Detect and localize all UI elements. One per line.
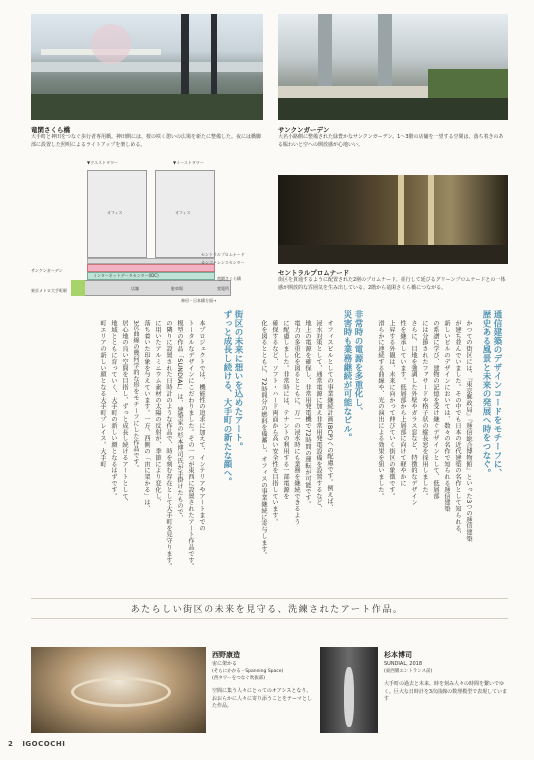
art-band-divider-bottom <box>31 618 508 619</box>
article-col-16: 化を図るとともに、72時間分の燃料を備蓄し、オフィスの事業継続に寄与します。 <box>260 320 267 559</box>
west-artwork-title: 宙に架かる <box>212 661 238 667</box>
art-band-divider-top <box>31 598 508 599</box>
article-col-15: 確保するなど、ソフト・ハード両面から高い安全性を目指しています。 <box>271 320 278 525</box>
office-label-west: オフィス <box>107 210 123 215</box>
magazine-brand: IGOCOCHI <box>22 740 66 748</box>
west-artist: 西野康造 <box>212 651 240 659</box>
east-artwork-location: (東西側エントランス前) <box>384 669 433 674</box>
sunken-garden-caption: 大名小路側に整備された緑豊かなサンクンガーデン。1〜3階の店舗を一望する空間は、落ち着きのある賑わいと空への開放感が心地いい。 <box>278 134 504 148</box>
east-artist: 杉本博司 <box>384 651 412 659</box>
east-artwork-caption: 大手町の過去と未来、時を刻み人々の時間を繋いでゆく。巨大な日時計を3次曲線の数理模型で表現しています <box>384 681 508 702</box>
sakura-bridge-photo <box>31 14 263 120</box>
west-artwork-photo <box>31 647 206 733</box>
art-band-title: あたらしい街区の未来を見守る、洗練されたアート作品。 <box>130 605 404 615</box>
metro-label: 東京メトロ大手町駅 <box>31 288 67 293</box>
sunken-garden-photo <box>278 14 508 120</box>
article-col-10: オフィスビルとしての事業継続計画(BCP)への配慮です。例えば、 <box>326 320 333 511</box>
article-heading-5: 街区の未来に想いを込めたアート。 <box>233 310 243 451</box>
west-artwork-caption: 空間に集う人々にとってのオアシスとなり、おおらかに人々に寄り添うことをテーマとした作品。 <box>212 688 313 709</box>
article-heading-4: 災害時も業務継続が可能なビル。 <box>342 310 352 442</box>
parking-label: 駐車場 <box>171 286 183 291</box>
west-tower-label: ▼ウエストタワー <box>87 160 119 165</box>
office-label-east: オフィス <box>175 210 191 215</box>
article-col-3: 新しいビルのデザインにおいては、数々の名作で知られる逓信建築 <box>443 320 450 512</box>
building-section-diagram <box>31 160 263 305</box>
page-number: 2 <box>8 740 14 748</box>
article-col-18: トータルなデザインにこだわりました。その一つが東西に設置されたアート作品です。 <box>187 320 194 570</box>
promenade-floor <box>87 264 215 272</box>
article-col-20: の隣りに設置された日時計のような作品で、時を刻む存在として大手町を見守ります。 <box>165 320 172 570</box>
article-col-11: 浸水対策として、通常電源に加え非常用発電設備を設置するなど、 <box>315 320 322 512</box>
article-heading-2: 歴史ある風景と未来の発展へ時をつなぐ。 <box>481 310 491 478</box>
article-col-24: 居心地の良い空間を目指し、ずっと成長し続けるアートとして、 <box>121 320 128 506</box>
article-col-23: 3次曲線の幾何学的な形をモチーフにした作品です。 <box>132 320 139 472</box>
bridge-label: 竜閑さくら橋 <box>217 276 241 281</box>
article-col-7: 性を継承しています。低層部から上層部に向けて軽やかに <box>399 320 406 487</box>
west-artwork-location: (西タワーをつなぐ吹抜部) <box>212 676 266 681</box>
shops-label: 店舗 <box>131 286 139 291</box>
article-col-1: かつての街区には、『東京郵政局』『逓信総合博物館』といった3つの逓信建築 <box>465 320 472 542</box>
article-col-2: が建ち並んでいました。その中でも日本の近代建築の名作として知られる、 <box>454 320 461 538</box>
article-col-22: 落ち着いた印象を与えています。一方、西側の「宙に架かる」は、 <box>143 320 150 512</box>
sunken-label: サンクンガーデン <box>31 268 63 273</box>
promenade-title: セントラルプロムナード <box>278 269 350 277</box>
article-col-21: に用いたアルミニウム素材の太陽の反射が、季節により変化し、 <box>154 320 161 506</box>
article-col-8: 上昇する外観は、未来に向かって伸びていく街区の象徴です。 <box>388 320 395 500</box>
article-col-5: には分節されたファサードや格子状の縦長窓を採用しました。 <box>421 320 428 500</box>
article-heading-1: 通信建築のデザインコードをモチーフに、 <box>492 310 502 478</box>
article-heading-6: ずっと成長し続ける、大手町の新たな顔へ。 <box>222 310 232 486</box>
article-col-9: 滑らかに連続する曲線や、光の演出による効果を狙いました。 <box>377 320 384 500</box>
underground-block <box>71 280 231 296</box>
kanda-direction-label: 神田・日本橋方面→ <box>181 298 217 303</box>
article-col-19: 模型の作品「SUNDIAL」は、建築家の杉本博司氏が手掛けたもので、 <box>176 320 183 522</box>
conference-label: カンファレンスセンター <box>201 260 245 265</box>
east-artwork-title: SUNDIAL, 2018 <box>384 661 423 667</box>
article-col-6: さらに、目地を強調した外壁やガラス窓など、特徴的なデザイン <box>410 320 417 506</box>
substation-label: 変電所 <box>217 286 229 291</box>
article-col-25: 地域とともに育っていく、大手町の新しい顔となるはずです。 <box>110 320 117 500</box>
central-promenade-label: セントラルプロムナード <box>201 252 245 257</box>
article-col-4: の系譜に学び、建物の記憶を受け継ぐデザインとして、低層部 <box>432 320 439 500</box>
central-promenade-photo <box>278 175 508 264</box>
idc-label: インターネットデータセンター(IDC) <box>93 273 159 278</box>
article-col-17: 本プロジェクトでは、機能性の追求に加えて、インテリアやアートまでの <box>198 320 205 532</box>
promenade-caption: 街区を貫通するように配置された2層のプロムナード。並行して延びるグリーンプロムナードとの一体感が開放的な雰囲気を生み出している。2階から竜閑さくら橋につながる。 <box>278 277 506 291</box>
article-heading-3: 非常時の電源を多重化し、 <box>353 310 363 416</box>
page-footer <box>8 740 65 748</box>
sakura-bridge-caption: 大手町と神田をつなぐ歩行者専用橋。神田側には、桜の咲く憩いの広場を新たに整備した。夜には橋脚部に設置した照明によるライトアップを楽しめる。 <box>31 134 262 148</box>
sunken-block <box>71 280 85 296</box>
article-col-13: 電力の多重化を図るとともに、万一の浸水時にも業務を継続できるよう <box>293 320 300 525</box>
article-col-12: 地上の電源を確保し、非常用発電機で72時間の運転が可能です。 <box>304 320 311 508</box>
article-col-14: に配慮しました。非常時には、テナントの利用する一部電源を <box>282 320 289 500</box>
east-tower-label: ▼イーストタワー <box>173 160 204 165</box>
sunken-garden-title: サンクンガーデン <box>278 126 330 134</box>
east-artwork-photo <box>320 647 378 733</box>
west-artwork-subtitle: (そらにかかる・Spanning Space) <box>212 669 284 674</box>
sakura-bridge-title: 竜閑さくら橋 <box>31 126 70 134</box>
article-col-26: 町エリアの新しい顔となる大手町プレイス。大手町 <box>99 320 106 468</box>
